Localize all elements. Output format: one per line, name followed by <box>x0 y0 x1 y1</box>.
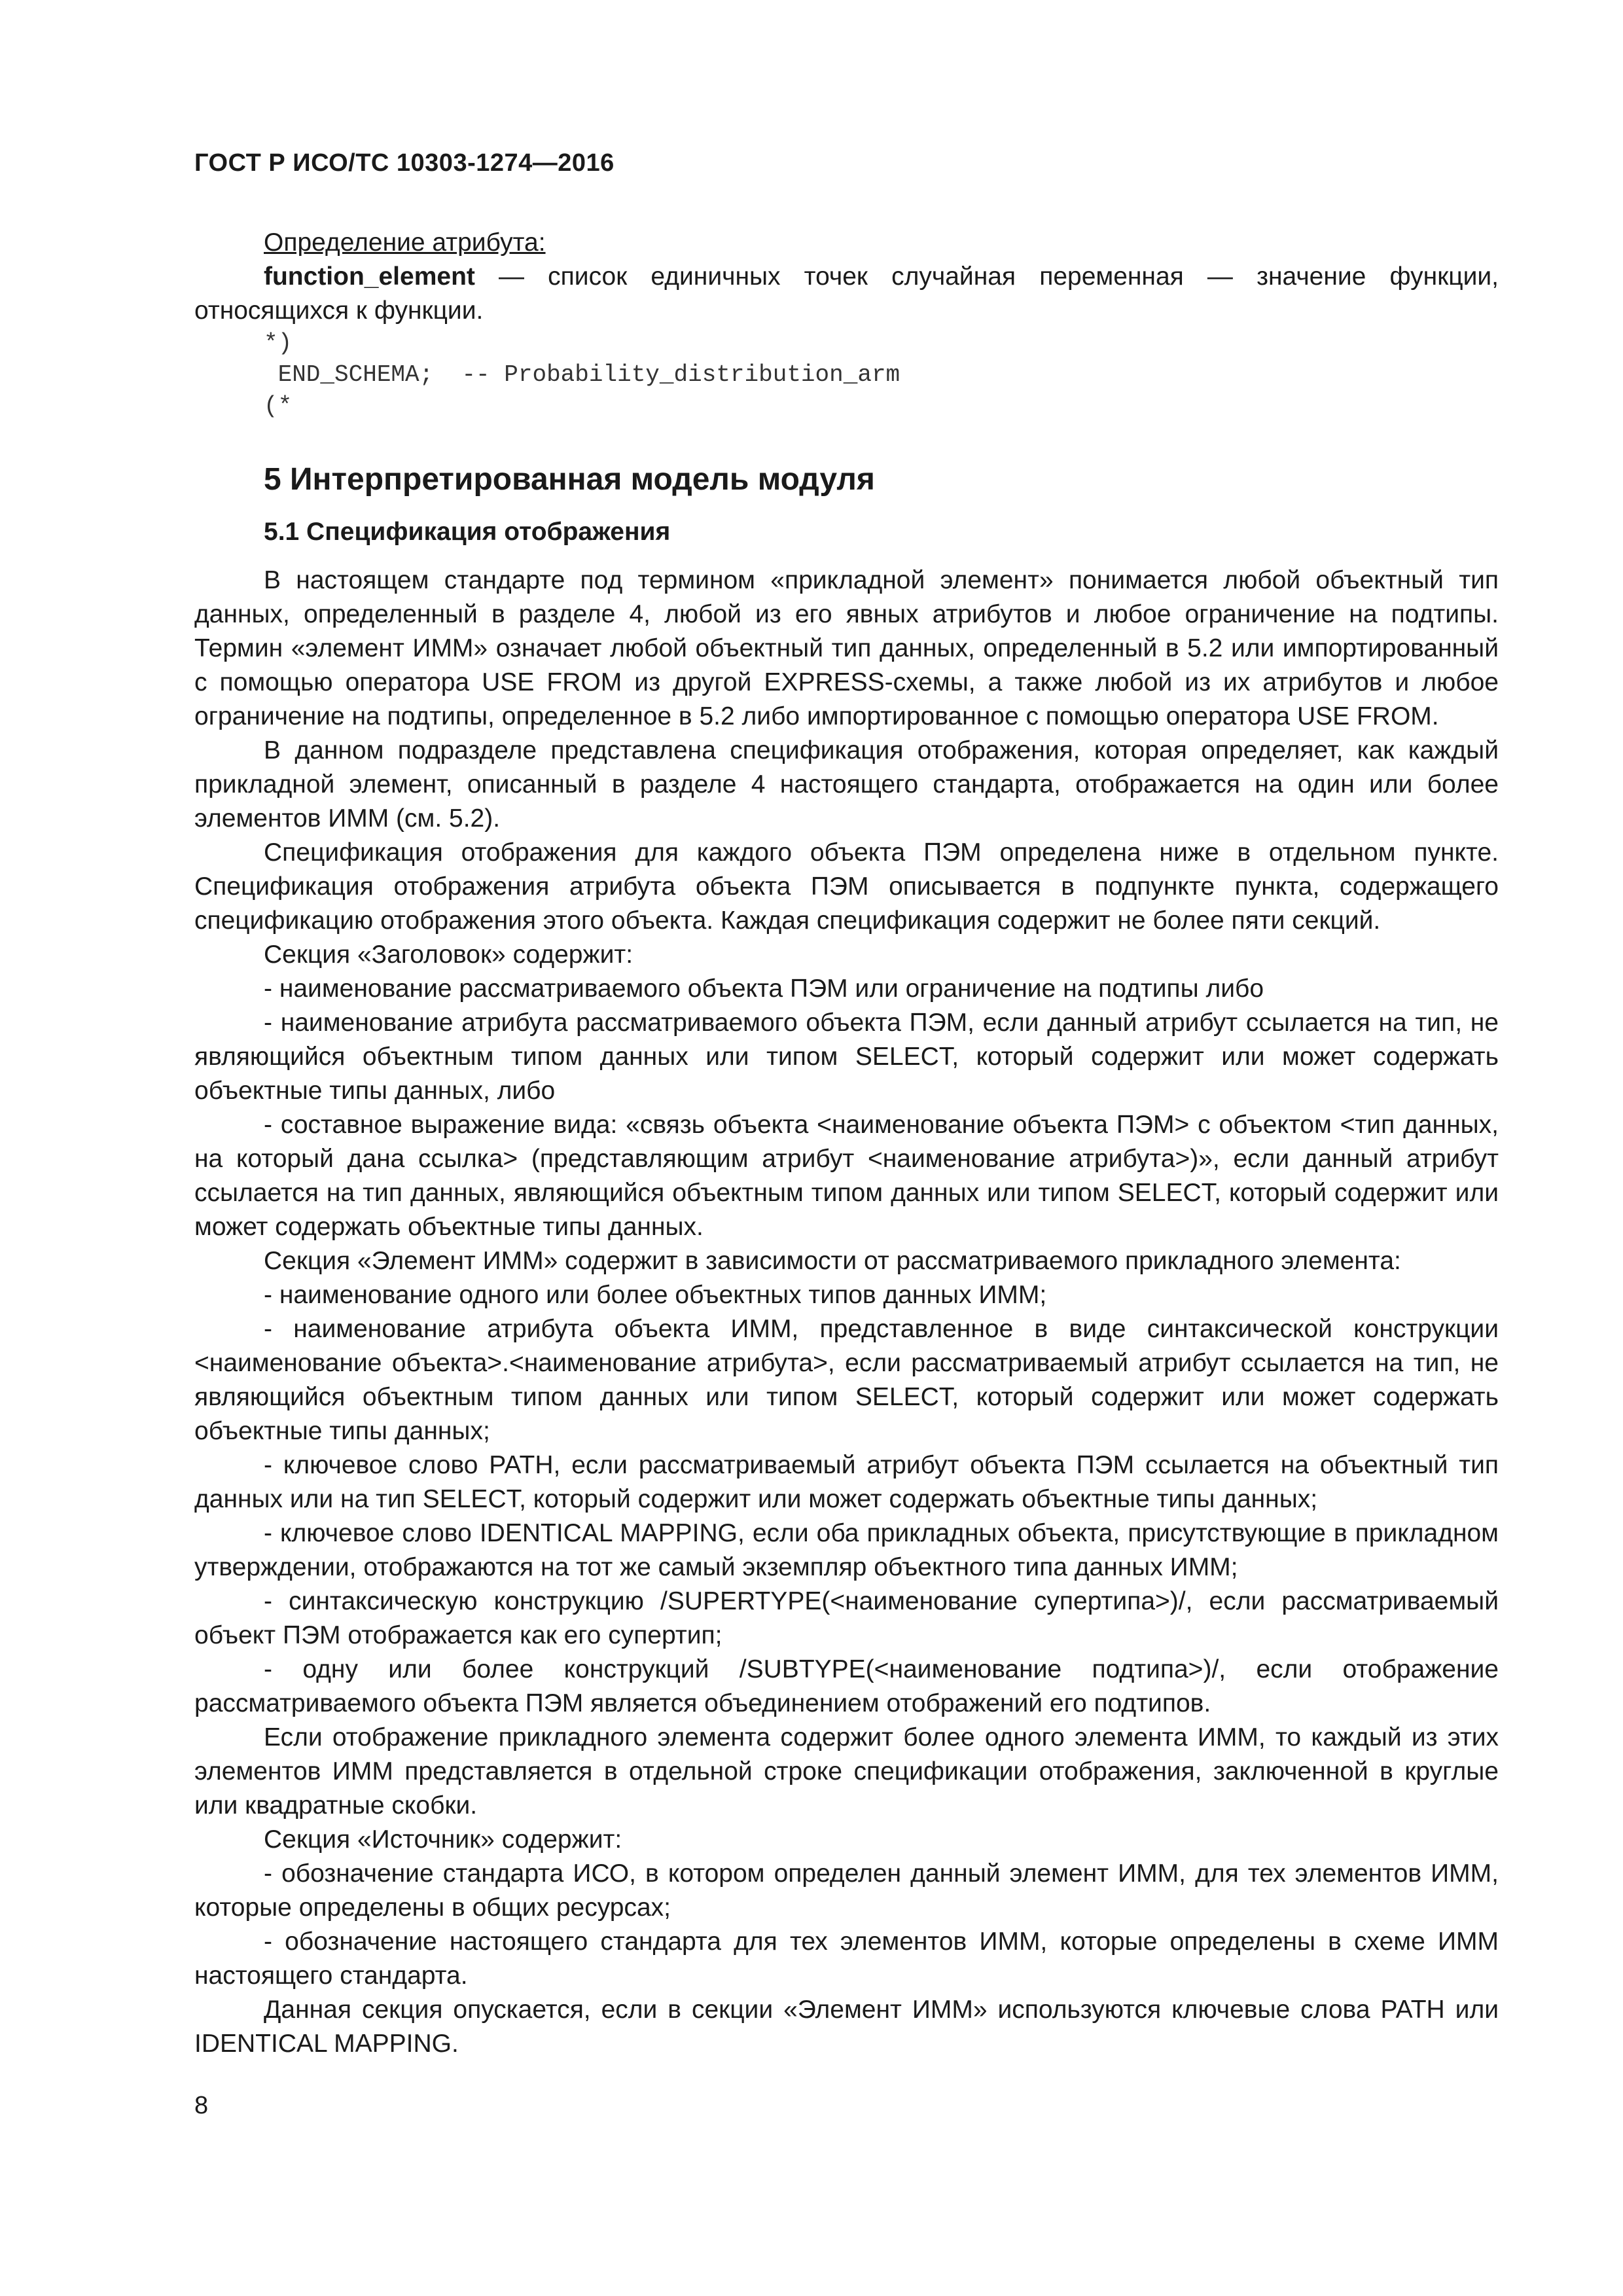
list-item: - одну или более конструкций /SUBTYPE(<наименование подтипа>)/, если отображение рассматриваемого объекта ПЭМ является объединением отображений его подтипов. <box>194 1655 1499 1717</box>
paragraph: Данная секция опускается, если в секции «Элемент ИММ» используются ключевые слова PATH или IDENTICAL MAPPING. <box>194 1996 1499 2058</box>
section-5-1-title: 5.1 Спецификация отображения <box>264 518 671 546</box>
page-number: 8 <box>194 2092 209 2119</box>
list-item: - ключевое слово IDENTICAL MAPPING, если оба прикладных объекта, присутствующие в прикладном утверждении, отображаются на тот же самый экземпляр объектного типа данных ИММ; <box>194 1519 1499 1581</box>
code-line-1: *) <box>264 330 293 357</box>
list-item: - наименование рассматриваемого объекта ПЭМ или ограничение на подтипы либо <box>264 975 1264 1003</box>
paragraph: В данном подразделе представлена спецификация отображения, которая определяет, как каждый прикладной элемент, описанный в разделе 4 настоящего стандарта, отображается на один или более элементов ИММ (см. 5.2). <box>194 736 1499 833</box>
attribute-definition <box>194 260 1499 328</box>
paragraph: В настоящем стандарте под термином «прикладной элемент» понимается любой объектный тип данных, определенный в разделе 4, любой из его явных атрибутов и любое ограничение на подтипы. Термин «элемент ИММ» означает любой объектный тип данных, определенный в 5.2 или импортированный с помощью оператора USE FROM из другой EXPRESS-схемы, а также любой из их атрибутов и любое ограничение на подтипы, определенное в 5.2 либо импортированное с помощью оператора USE FROM. <box>194 566 1499 730</box>
list-item: - наименование атрибута объекта ИММ, представленное в виде синтаксической конструкции <наименование объекта>.<наименование атрибута>, если рассматриваемый атрибут ссылается на тип, не являющийся объектным типом данных или типом SELECT, который содержит или может содержать объектные типы данных; <box>194 1315 1499 1445</box>
list-item: - наименование одного или более объектных типов данных ИММ; <box>264 1281 1047 1309</box>
list-item: - обозначение стандарта ИСО, в котором определен данный элемент ИММ, для тех элементов ИММ, которые определены в общих ресурсах; <box>194 1859 1499 1922</box>
page-content <box>194 226 1499 2061</box>
list-item: - ключевое слово PATH, если рассматриваемый атрибут объекта ПЭМ ссылается на объектный тип данных или на тип SELECT, который содержит или может содержать объектные типы данных; <box>194 1451 1499 1513</box>
paragraph: Секция «Заголовок» содержит: <box>264 941 633 969</box>
list-item: - наименование атрибута рассматриваемого объекта ПЭМ, если данный атрибут ссылается на тип, не являющийся объектным типом данных или типом SELECT, который содержит или может содержать объектные типы данных, либо <box>194 1009 1499 1105</box>
paragraph: Если отображение прикладного элемента содержит более одного элемента ИММ, то каждый из этих элементов ИММ представляется в отдельной строке спецификации отображения, заключенной в круглые или квадратные скобки. <box>194 1723 1499 1820</box>
paragraph: Спецификация отображения для каждого объекта ПЭМ определена ниже в отдельном пункте. Спецификация отображения атрибута объекта ПЭМ описывается в подпункте пункта, содержащего спецификацию отображения этого объекта. Каждая спецификация содержит не более пяти секций. <box>194 838 1499 935</box>
attribute-definition-heading-text: Определение атрибута: <box>264 228 546 257</box>
code-line-3: (* <box>264 393 293 420</box>
paragraph: Секция «Элемент ИММ» содержит в зависимости от рассматриваемого прикладного элемента: <box>264 1247 1401 1275</box>
paragraph: Секция «Источник» содержит: <box>264 1825 622 1854</box>
section-5-title: 5 Интерпретированная модель модуля <box>264 462 875 497</box>
attribute-definition-heading <box>194 226 1499 260</box>
document-header: ГОСТ Р ИСО/ТС 10303-1274—2016 <box>194 149 615 177</box>
list-item: - синтаксическую конструкцию /SUPERTYPE(<наименование супертипа>)/, если рассматриваемый объект ПЭМ отображается как его супертип; <box>194 1587 1499 1649</box>
list-item: - обозначение настоящего стандарта для тех элементов ИММ, которые определены в схеме ИММ настоящего стандарта. <box>194 1928 1499 1990</box>
list-item: - составное выражение вида: «связь объекта <наименование объекта ПЭМ> с объектом <тип данных, на который дана ссылка> (представляющим атрибут <наименование атрибута>)», если данный атрибут ссылается на тип данных, являющийся объектным типом данных или типом SELECT, который содержит или может содержать объектные типы данных. <box>194 1111 1499 1241</box>
attribute-definition-text: — список единичных точек случайная переменная — значение функции, относящихся к функции. <box>194 262 1499 325</box>
code-line-2: END_SCHEMA; -- Probability_distribution_arm <box>264 361 901 388</box>
attribute-term: function_element <box>264 262 475 291</box>
